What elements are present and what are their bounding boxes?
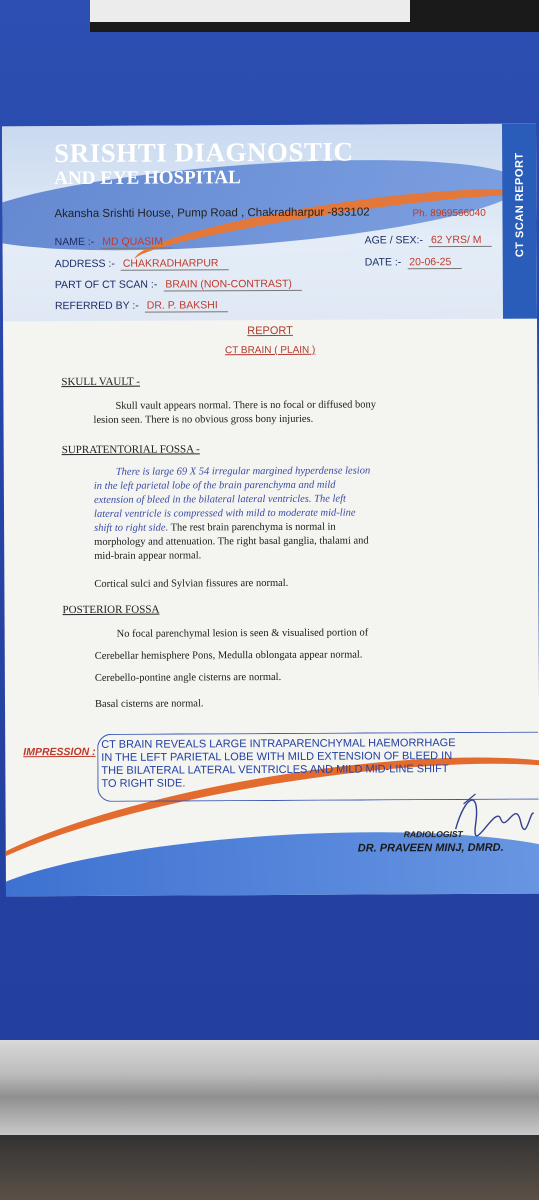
- hospital-subtitle: AND EYE HOSPITAL: [54, 167, 241, 190]
- date-field: DATE :- 20-06-25: [365, 256, 462, 269]
- hospital-phone: Ph. 8969566040: [412, 207, 486, 220]
- report-subtitle: CT BRAIN ( PLAIN ): [224, 344, 316, 357]
- ct-report-document: [2, 124, 539, 897]
- hospital-name: SRISHTI DIAGNOSTIC: [54, 136, 354, 169]
- patient-address-field: ADDRESS :- CHAKRADHARPUR: [55, 257, 229, 270]
- referred-by: DR. P. BAKSHI: [145, 299, 228, 312]
- part-of-scan: BRAIN (NON-CONTRAST): [163, 278, 302, 292]
- supra-line-1: There is large 69 X 54 irregular margined hyperdense lesion: [115, 465, 371, 478]
- background-object: [90, 0, 539, 32]
- supra-line-7: mid-brain appear normal.: [94, 550, 202, 562]
- cortical-line: Cortical sulci and Sylvian fissures are normal.: [94, 577, 289, 590]
- referred-by-field: REFERRED BY :- DR. P. BAKSHI: [55, 299, 228, 312]
- report-date: 20-06-25: [407, 256, 461, 269]
- skull-vault-heading: SKULL VAULT -: [61, 375, 141, 389]
- supra-line-2: in the left parietal lobe of the brain parenchyma and mild: [93, 479, 336, 492]
- post-line-2: Cerebellar hemisphere Pons, Medulla oblongata appear normal.: [94, 649, 363, 662]
- supra-line-5: shift to right side. The rest brain parenchyma is normal in: [94, 521, 336, 534]
- impression-text: CT BRAIN REVEALS LARGE INTRAPARENCHYMAL HAEMORRHAGE IN THE LEFT PARIETAL LOBE WITH MILD EXTENSION OF BLEED IN THE BILATERAL LATERAL VENTRICLES AND MILD MID-LINE SHIFT TO RIGHT SIDE.: [101, 737, 456, 790]
- supra-line-3: extension of bleed in the bilateral lateral ventricles. The left: [93, 493, 346, 506]
- floor: [0, 1135, 539, 1200]
- impression-label: IMPRESSION :: [23, 745, 96, 759]
- radiologist-label: RADIOLOGIST: [403, 829, 463, 840]
- doctor-name: DR. PRAVEEN MINJ, DMRD.: [357, 841, 504, 855]
- hospital-address: Akansha Srishti House, Pump Road , Chakradharpur -833102: [54, 206, 370, 221]
- metal-rail: [0, 1040, 539, 1135]
- skull-line-2: lesion seen. There is no obvious gross bony injuries.: [93, 413, 314, 426]
- post-line-1: No focal parenchymal lesion is seen & visualised portion of: [116, 627, 369, 640]
- supratentorial-heading: SUPRATENTORIAL FOSSA -: [61, 443, 200, 457]
- post-line-3: Cerebello-pontine angle cisterns are normal.: [94, 671, 282, 684]
- age-sex: 62 YRS/ M: [429, 234, 492, 247]
- supra-line-4: lateral ventricle is compressed with mild to moderate mid-line: [93, 507, 356, 520]
- post-line-4: Basal cisterns are normal.: [94, 698, 204, 710]
- side-label: CT SCAN REPORT: [513, 152, 527, 258]
- age-sex-field: AGE / SEX:- 62 YRS/ M: [365, 234, 492, 247]
- patient-address: CHAKRADHARPUR: [121, 257, 229, 271]
- part-of-scan-field: PART OF CT SCAN :- BRAIN (NON-CONTRAST): [55, 278, 302, 291]
- supra-line-6: morphology and attenuation. The right basal ganglia, thalami and: [94, 535, 369, 548]
- report-title: REPORT: [247, 324, 293, 338]
- skull-line-1: Skull vault appears normal. There is no focal or diffused bony: [115, 399, 377, 412]
- patient-name: MD QUASIM: [100, 236, 173, 249]
- patient-name-field: NAME :- MD QUASIM: [55, 236, 173, 249]
- posterior-fossa-heading: POSTERIOR FOSSA: [62, 603, 160, 617]
- letterhead: [2, 124, 503, 322]
- side-tab: [502, 124, 537, 319]
